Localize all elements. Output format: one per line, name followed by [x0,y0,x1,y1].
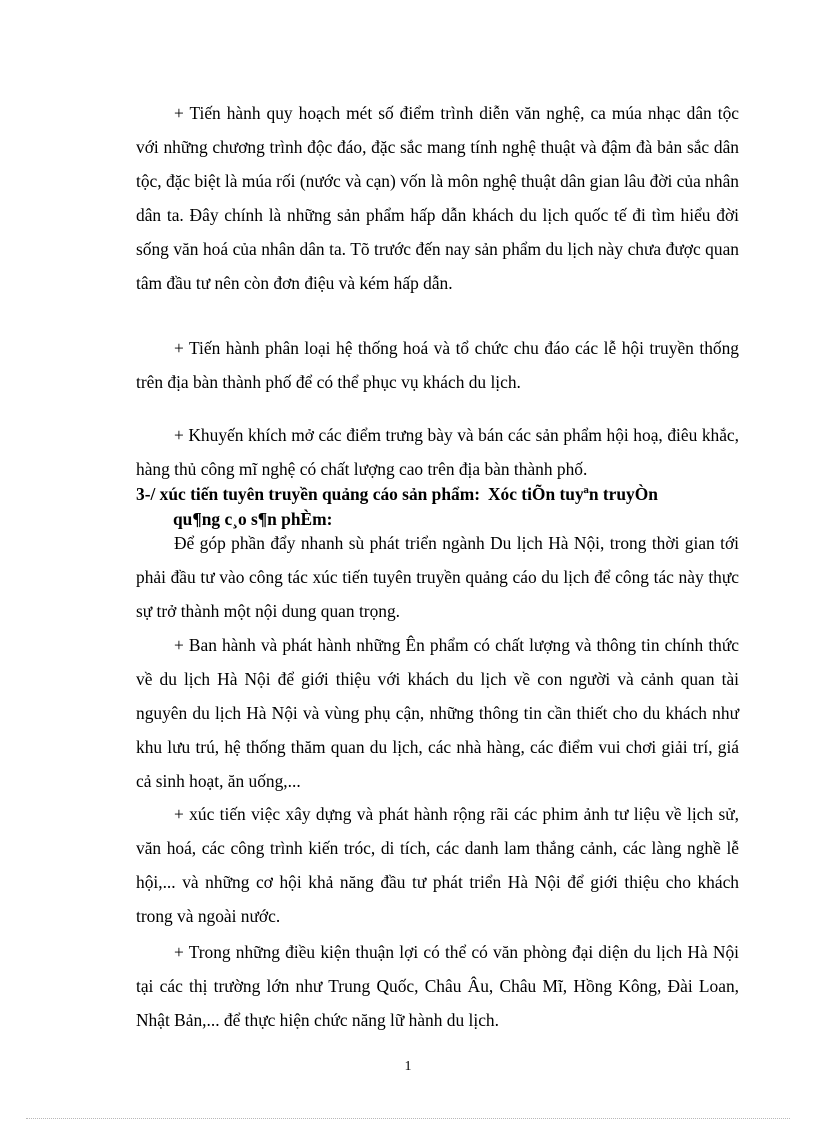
paragraph-art-exhibitions: + Khuyến khích mở các điểm trưng bày và bán các sản phẩm hội hoạ, điêu khắc, hàng thủ công mĩ nghệ có chất lượng cao trên địa bàn thành phố. [136,425,739,479]
section-heading-title: 3-/ xúc tiến tuyên truyền quảng cáo sản phẩm: [136,484,480,504]
paragraph-representative-offices: + Trong những điều kiện thuận lợi có thể có văn phòng đại diện du lịch Hà Nội tại các thị trường lớn như Trung Quốc, Châu Âu, Châu Mĩ, Hồng Kông, Đài Loan, Nhật Bản,... để thực hiện chức năng lữ hành du lịch. [136,942,739,1030]
footer-divider [26,1118,790,1119]
paragraph-publications: + Ban hành và phát hành những Ên phẩm có chất lượng và thông tin chính thức về du lịch Hà Nội để giới thiệu với khách du lịch về con người và cảnh quan tài nguyên du lịch Hà Nội và vùng phụ cận, những thông tin cần thiết cho du khách như khu lưu trú, hệ thống thăm quan du lịch, các nhà hàng, các điểm vui chơi giải trí, giá cả sinh hoạt, ăn uống,... [136,635,739,791]
paragraph-traditional-festivals: + Tiến hành phân loại hệ thống hoá và tổ chức chu đáo các lễ hội truyền thống trên địa bàn thành phố để có thể phục vụ khách du lịch. [136,338,739,392]
paragraph-folk-performances: + Tiến hành quy hoạch mét số điểm trình diễn văn nghệ, ca múa nhạc dân tộc với những chương trình độc đáo, đặc sắc mang tính nghệ thuật và đậm đà bản sắc dân tộc, đặc biệt là múa rối (nước và cạn) vốn là môn nghệ thuật dân gian lâu đời của nhân dân ta. Đây chính là những sản phẩm hấp dẫn khách du lịch quốc tế đi tìm hiểu đời sống văn hoá của nhân dân ta. Tõ trước đến nay sản phẩm du lịch này chưa được quan tâm đầu tư nên còn đơn điệu và kém hấp dẫn. [136,103,739,293]
page-number: 1 [404,1059,412,1074]
section-heading [136,482,746,532]
paragraph-intro-promotion: Để góp phần đẩy nhanh sù phát triển ngành Du lịch Hà Nội, trong thời gian tới phải đầu tư vào công tác xúc tiến tuyên truyền quảng cáo du lịch để công tác này thực sự trở thành một nội dung quan trọng. [136,533,739,621]
section-heading-garbled-1: Xóc tiÕn tuyªn truyÒn [487,484,658,504]
paragraph-documentary-films: + xúc tiến việc xây dựng và phát hành rộng rãi các phim ảnh tư liệu về lịch sử, văn hoá, các công trình kiến tróc, di tích, các danh lam thắng cảnh, các làng nghề lễ hội,... và những cơ hội khả năng đầu tư phát triển Hà Nội để giới thiệu cho khách trong và ngoài nước. [136,804,739,926]
section-heading-garbled-2: qu¶ng c¸o s¶n phÈm: [173,509,333,529]
